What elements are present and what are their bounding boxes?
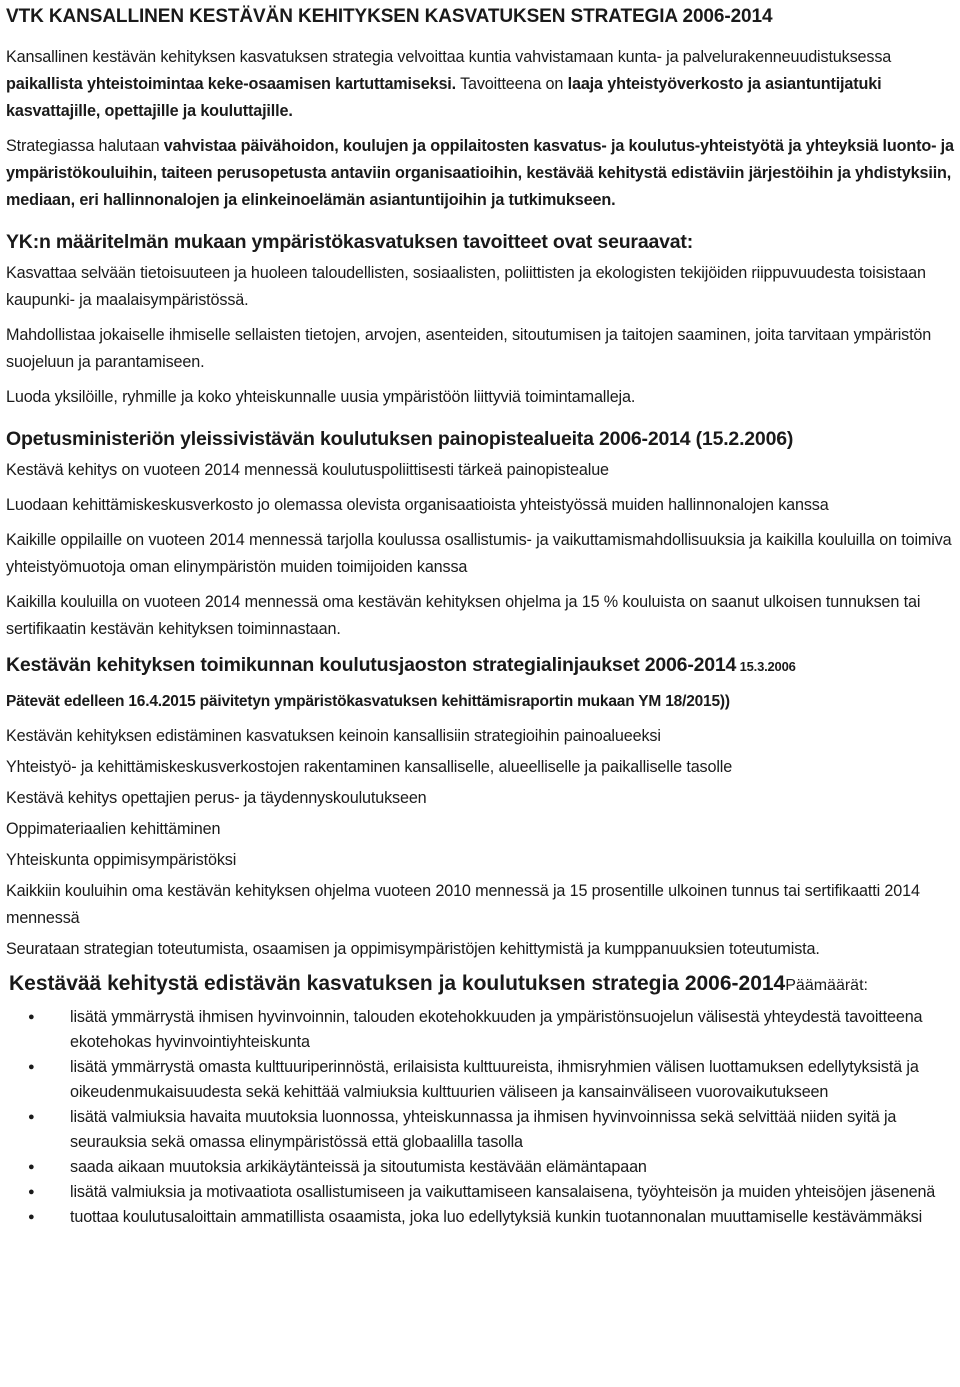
opm-item: Kaikilla kouluilla on vuoteen 2014 mennessä oma kestävän kehityksen ohjelma ja 15 % kouluista on saanut ulkoisen tunnuksen tai sertifikaatin kestävän kehityksen toiminnastaan. [6, 593, 921, 638]
yk-item: Kasvattaa selvään tietoisuuteen ja huoleen taloudellisten, sosiaalisten, poliittisten ja ekologisten tekijöiden riippuvuudesta toisistaan kaupunki- ja maalaisympäristössä. [6, 264, 926, 309]
kk-item: Yhteiskunta oppimisympäristöksi [6, 851, 237, 869]
kk-item: Yhteistyö- ja kehittämiskeskusverkostojen rakentaminen kansalliselle, alueelliselle ja paikalliselle tasolle [6, 758, 733, 776]
kk-item: Seurataan strategian toteutumista, osaamisen ja oppimisympäristöjen kehittymistä ja kumppanuuksien toteutumista. [6, 940, 820, 958]
final-heading: Kestävää kehitystä edistävän kasvatuksen ja koulutuksen strategia 2006-2014Päämäärät: [9, 972, 868, 995]
intro-paragraph-1: Kansallinen kestävän kehityksen kasvatuksen strategia velvoittaa kuntia vahvistamaan kunta- ja palvelurakenneuudistuksessa paikallista yhteistoimintaa keke-osaamisen kartuttamiseksi. Tavoitteena on laaja yhteistyöverkosto ja asiantuntijatuki kasvattajille, opettajille ja kouluttajille. [6, 48, 892, 120]
list-item: ● lisätä valmiuksia ja motivaatiota osallistumiseen ja vaikuttamiseen kansalaisena, työyhteisön ja muiden yhteisöjen jäsenenä [70, 1180, 960, 1205]
kk-item: Kestävän kehityksen edistäminen kasvatuksen keinoin kansallisiin strategioihin painoalueeksi [6, 727, 661, 745]
goals-list [6, 1005, 960, 1230]
yk-item: Luoda yksilöille, ryhmille ja koko yhteiskunnalle uusia ympäristöön liittyviä toimintamalleja. [6, 388, 636, 406]
list-item: ● lisätä valmiuksia havaita muutoksia luonnossa, yhteiskunnassa ja ihmisen hyvinvoinnissa sekä selvittää niiden syitä ja seurauksia sekä omassa elinympäristössä että globaalilla tasolla [70, 1105, 960, 1155]
document-page [6, 4, 960, 1230]
yk-heading: YK:n määritelmän mukaan ympäristökasvatuksen tavoitteet ovat seuraavat: [6, 231, 693, 253]
intro-paragraph-2: Strategiassa halutaan vahvistaa päivähoidon, koulujen ja oppilaitosten kasvatus- ja koulutus-yhteistyötä ja yhteyksiä luonto- ja ympäristökouluihin, taiteen perusopetusta antaviin organisaatioihin, kestävää kehitystä edistäviin järjestöihin ja yhdistyksiin, mediaan, eri hallinnonalojen ja elinkeinoelämän asiantuntijoihin ja tutkimukseen. [6, 137, 954, 209]
opm-item: Luodaan kehittämiskeskusverkosto jo olemassa olevista organisaatioista yhteistyössä muiden hallinnonalojen kanssa [6, 496, 829, 514]
list-item: ● lisätä ymmärrystä omasta kulttuuriperinnöstä, erilaisista kulttuureista, ihmisryhmien välisen luottamuksen edellytyksistä ja oikeudenmukaisuudesta sekä kehittää valmiuksia kulttuurien väliseen ja kansainväliseen vuorovaikutukseen [70, 1055, 960, 1105]
kk-subheading: Pätevät edelleen 16.4.2015 päivitetyn ympäristökasvatuksen kehittämisraportin mukaan YM 18/2015)) [6, 693, 730, 710]
list-item: ● lisätä ymmärrystä ihmisen hyvinvoinnin, talouden ekotehokkuuden ja ympäristönsuojelun välisestä yhteydestä tavoitteena ekotehokas hyvinvointiyhteiskunta [70, 1005, 960, 1055]
kk-heading-date: 15.3.2006 [736, 659, 796, 674]
opm-item: Kaikille oppilaille on vuoteen 2014 mennessä tarjolla koulussa osallistumis- ja vaikuttamismahdollisuuksia ja kaikilla kouluilla on toimiva yhteistyömuotoja oman elinympäristön muiden toimijoiden kanssa [6, 531, 952, 576]
opm-heading: Opetusministeriön yleissivistävän koulutuksen painopistealueita 2006-2014 (15.2.2006) [6, 428, 794, 450]
kk-heading: Kestävän kehityksen toimikunnan koulutusjaoston strategialinjaukset 2006-2014 15.3.2006 [6, 654, 796, 676]
list-item: ● saada aikaan muutoksia arkikäytänteissä ja sitoutumista kestävään elämäntapaan [70, 1155, 960, 1180]
list-item: ● tuottaa koulutusaloittain ammatillista osaamista, joka luo edellytyksiä kunkin tuotannonalan muuttamiselle kestävämmäksi [70, 1205, 960, 1230]
yk-item: Mahdollistaa jokaiselle ihmiselle sellaisten tietojen, arvojen, asenteiden, sitoutumisen ja taitojen saaminen, joita tarvitaan ympäristön suojeluun ja parantamiseen. [6, 326, 932, 371]
opm-item: Kestävä kehitys on vuoteen 2014 mennessä koulutuspoliittisesti tärkeä painopistealue [6, 461, 609, 479]
kk-item: Kaikkiin kouluihin oma kestävän kehityksen ohjelma vuoteen 2010 mennessä ja 15 prosentille ulkoinen tunnus tai sertifikaatti 2014 mennessä [6, 882, 920, 927]
page-title: VTK KANSALLINEN KESTÄVÄN KEHITYKSEN KASVATUKSEN STRATEGIA 2006-2014 [6, 6, 773, 27]
final-heading-sub: Päämäärät: [785, 977, 868, 994]
kk-item: Oppimateriaalien kehittäminen [6, 820, 221, 838]
kk-item: Kestävä kehitys opettajien perus- ja täydennyskoulutukseen [6, 789, 427, 807]
